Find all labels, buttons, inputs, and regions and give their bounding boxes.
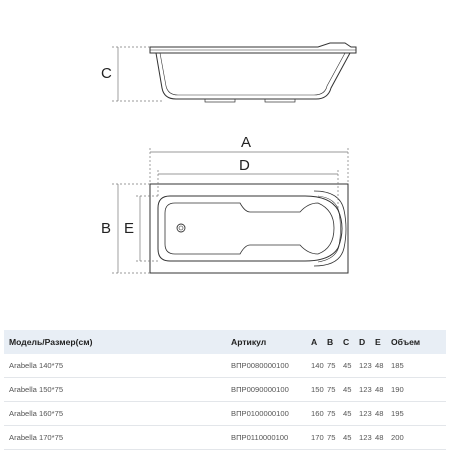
cell-d: 123 — [359, 409, 372, 418]
table-row — [4, 402, 446, 426]
table-header-row — [4, 330, 446, 354]
cell-c: 45 — [343, 409, 352, 418]
cell-volume: 190 — [391, 385, 404, 394]
cell-article: ВПР0100000100 — [231, 409, 289, 418]
cell-model: Arabella 160*75 — [9, 409, 64, 418]
cell-c: 45 — [343, 433, 352, 442]
cell-e: 48 — [375, 409, 384, 418]
cell-a: 150 — [311, 385, 324, 394]
cell-volume: 195 — [391, 409, 404, 418]
cell-e: 48 — [375, 385, 384, 394]
cell-c: 45 — [343, 385, 352, 394]
cell-b: 75 — [327, 433, 336, 442]
cell-c: 45 — [343, 361, 352, 370]
drain-icon — [177, 224, 185, 232]
cell-article: ВПР0080000100 — [231, 361, 289, 370]
header-b: B — [327, 337, 334, 347]
table-row — [4, 378, 446, 402]
cell-model: Arabella 140*75 — [9, 361, 64, 370]
cell-model: Arabella 150*75 — [9, 385, 64, 394]
header-article: Артикул — [231, 337, 267, 347]
cell-b: 75 — [327, 385, 336, 394]
cell-a: 140 — [311, 361, 324, 370]
cell-volume: 200 — [391, 433, 404, 442]
cell-b: 75 — [327, 409, 336, 418]
label-a: A — [241, 134, 252, 151]
cell-article: ВПР0110000100 — [231, 433, 289, 442]
dimension-e — [136, 196, 158, 261]
cell-article: ВПР0090000100 — [231, 385, 289, 394]
top-view — [150, 184, 348, 273]
label-b: B — [101, 220, 112, 237]
label-c: C — [101, 65, 112, 82]
label-e: E — [124, 220, 135, 237]
header-d: D — [359, 337, 366, 347]
cell-b: 75 — [327, 361, 336, 370]
header-e: E — [375, 337, 381, 347]
header-c: C — [343, 337, 350, 347]
header-volume: Объем — [391, 337, 421, 347]
cell-e: 48 — [375, 361, 384, 370]
cell-a: 170 — [311, 433, 324, 442]
dimension-c — [112, 47, 162, 101]
cell-d: 123 — [359, 385, 372, 394]
spec-table — [4, 330, 446, 450]
side-view — [150, 43, 356, 102]
table-row — [4, 354, 446, 378]
cell-d: 123 — [359, 433, 372, 442]
cell-d: 123 — [359, 361, 372, 370]
table-row — [4, 426, 446, 450]
header-a: A — [311, 337, 318, 347]
label-d: D — [239, 157, 250, 174]
cell-volume: 185 — [391, 361, 404, 370]
header-model: Модель/Размер(см) — [9, 337, 93, 347]
cell-a: 160 — [311, 409, 324, 418]
cell-e: 48 — [375, 433, 384, 442]
cell-model: Arabella 170*75 — [9, 433, 64, 442]
